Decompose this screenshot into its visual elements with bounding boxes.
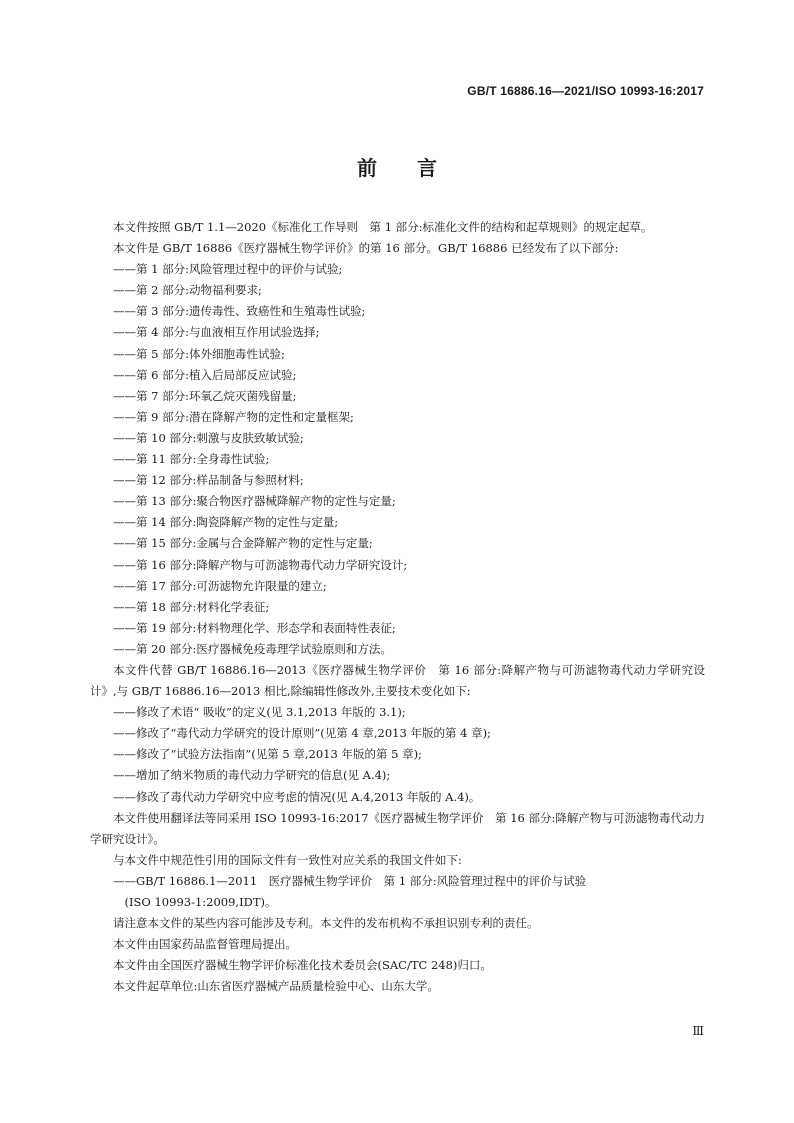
list-item-part: ——第 19 部分:材料物理化学、形态学和表面特性表征; <box>113 620 396 635</box>
list-item-change: ——增加了纳米物质的毒代动力学研究的信息(见 A.4); <box>113 768 391 783</box>
paragraph-committee: 本文件由全国医疗器械生物学评价标准化技术委员会(SAC/TC 248)归口。 <box>113 958 492 973</box>
paragraph-patent-notice: 请注意本文件的某些内容可能涉及专利。本文件的发布机构不承担识别专利的责任。 <box>113 916 539 931</box>
paragraph-proposer: 本文件由国家药品监督管理局提出。 <box>113 937 297 952</box>
changes-list <box>90 702 705 807</box>
paragraph-replacement: 本文件代替 GB/T 16886.16—2013《医疗器械生物学评价 第 16 部分:降解产物与可沥滤物毒代动力学研究设计》,与 GB/T 16886.16—2013 相比,除编辑性修改外,主要技术变化如下: <box>90 662 705 699</box>
page-title: 前 言 <box>357 156 437 180</box>
paragraph-correspondence: 与本文件中规范性引用的国际文件有一致性对应关系的我国文件如下: <box>113 852 462 867</box>
header-code: GB/T 16886.16—2021/ISO 10993-16:2017 <box>467 84 704 98</box>
list-item-part: ——第 5 部分:体外细胞毒性试验; <box>113 346 285 361</box>
page-number: Ⅲ <box>692 1024 704 1038</box>
list-item-part: ——第 15 部分:金属与合金降解产物的定性与定量; <box>113 536 373 551</box>
list-item-part: ——第 12 部分:样品制备与参照材料; <box>113 473 304 488</box>
list-item-part: ——第 16 部分:降解产物与可沥滤物毒代动力学研究设计; <box>113 557 408 572</box>
list-item-part: ——第 1 部分:风险管理过程中的评价与试验; <box>113 262 343 277</box>
list-item-change: ——修改了术语“ 吸收”的定义(见 3.1,2013 年版的 3.1); <box>113 705 406 720</box>
list-item-part: ——第 2 部分:动物福利要求; <box>113 283 262 298</box>
list-item-change: ——修改了“毒代动力学研究的设计原则”(见第 4 章,2013 年版的第 4 章); <box>113 726 491 741</box>
list-item-part: ——第 10 部分:刺激与皮肤致敏试验; <box>113 430 304 445</box>
list-item-part: ——第 14 部分:陶瓷降解产物的定性与定量; <box>113 515 339 530</box>
list-item-part: ——第 20 部分:医疗器械免疫毒理学试验原则和方法。 <box>113 641 392 656</box>
foreword-body <box>90 217 705 997</box>
list-item-part: ——第 6 部分:植入后局部反应试验; <box>113 367 297 382</box>
list-item-part: ——第 3 部分:遗传毒性、致癌性和生殖毒性试验; <box>113 304 366 319</box>
list-item-part: ——第 17 部分:可沥滤物允许限量的建立; <box>113 578 327 593</box>
list-item-part: ——第 11 部分:全身毒性试验; <box>113 452 270 467</box>
list-item-part: ——第 4 部分:与血液相互作用试验选择; <box>113 325 320 340</box>
list-item-change: ——修改了毒代动力学研究中应考虑的情况(见 A.4,2013 年版的 A.4)。 <box>113 789 481 804</box>
list-item-change: ——修改了“试验方法指南”(见第 5 章,2013 年版的第 5 章); <box>113 747 422 762</box>
list-item-part: ——第 13 部分:聚合物医疗器械降解产物的定性与定量; <box>113 494 396 509</box>
list-item-part: ——第 7 部分:环氧乙烷灭菌残留量; <box>113 388 297 403</box>
paragraph-drafting-basis: 本文件按照 GB/T 1.1—2020《标准化工作导则 第 1 部分:标准化文件的结构和起草规则》的规定起草。 <box>113 220 653 234</box>
list-item-part: ——第 18 部分:材料化学表征; <box>113 599 270 614</box>
paragraph-series-intro: 本文件是 GB/T 16886《医疗器械生物学评价》的第 16 部分。GB/T 16886 已经发布了以下部分: <box>113 241 619 256</box>
list-item-part: ——第 9 部分:潜在降解产物的定性和定量框架; <box>113 409 354 424</box>
correspondence-item-line2: (ISO 10993-1:2009,IDT)。 <box>124 895 277 909</box>
paragraph-adoption: 本文件使用翻译法等同采用 ISO 10993-16:2017《医疗器械生物学评价 第 16 部分:降解产物与可沥滤物毒代动力学研究设计》。 <box>90 810 705 846</box>
paragraph-drafting-units: 本文件起草单位:山东省医疗器械产品质量检验中心、山东大学。 <box>113 979 439 994</box>
correspondence-item <box>90 871 705 913</box>
parts-list <box>90 259 705 660</box>
correspondence-item-line1: ——GB/T 16886.1—2011 医疗器械生物学评价 第 1 部分:风险管理过程中的评价与试验 <box>113 873 587 888</box>
